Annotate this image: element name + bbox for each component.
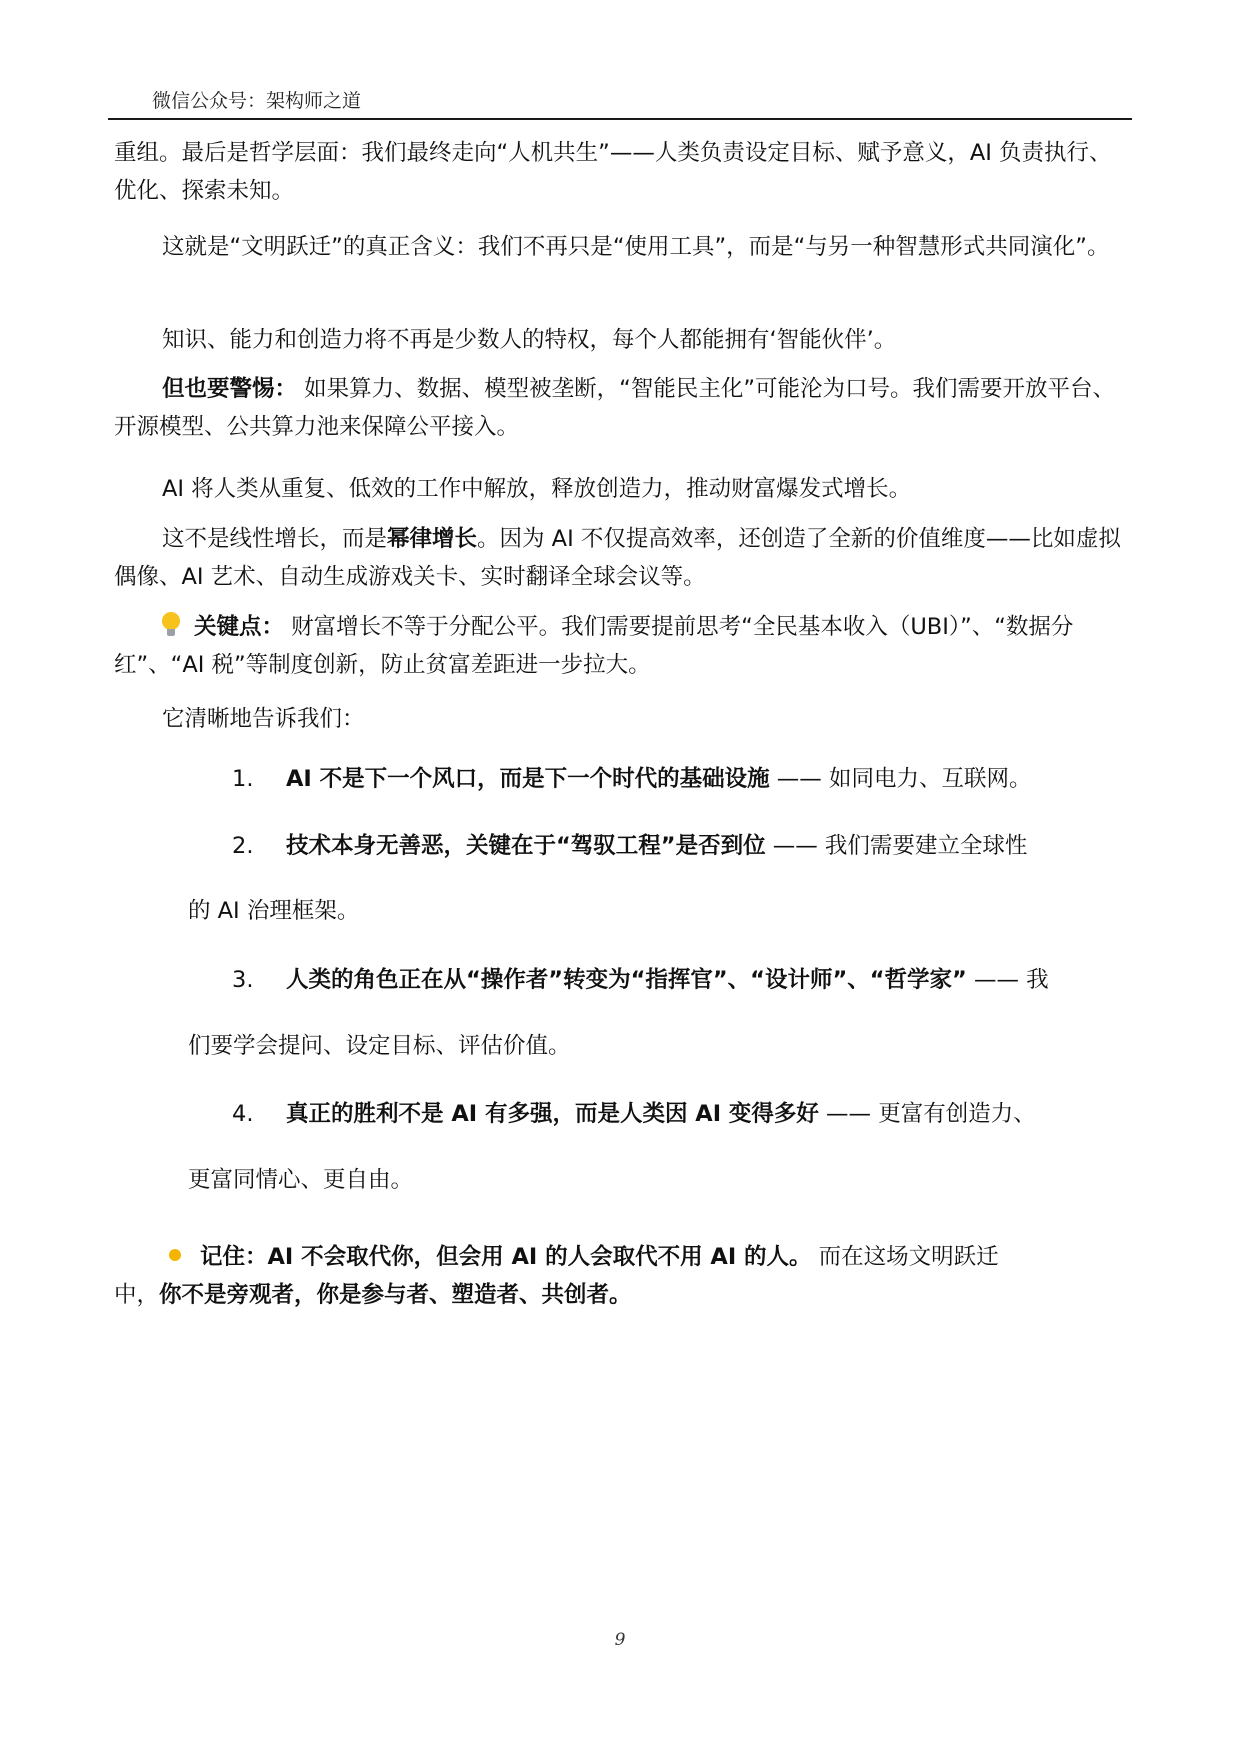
- list-item-bold: AI 不是下一个风口，而是下一个时代的基础设施: [286, 766, 770, 792]
- paragraph-2: [114, 228, 1130, 266]
- closing-text-a: 而在这场文明跃迁: [811, 1244, 999, 1270]
- paragraph-8: [114, 700, 1130, 738]
- list-item: [232, 963, 1049, 997]
- power-law-emphasis: 幂律增长: [387, 526, 478, 552]
- list-number: 1.: [232, 766, 254, 792]
- list-item-text: 如同电力、互联网。: [828, 766, 1032, 792]
- list-item: [232, 829, 1027, 863]
- list-item-dash: ——: [769, 766, 829, 792]
- sun-icon: [162, 1242, 188, 1268]
- paragraph-6-text-a: 这不是线性增长，而是: [162, 526, 388, 552]
- list-item: [232, 1097, 1036, 1131]
- paragraph-4-text: 如果算力、数据、模型被垄断，“智能民主化”可能沦为口号。我们需要开放平台、开源模型、公共算力池来保障公平接入。: [114, 376, 1115, 440]
- paragraph-4: [114, 370, 1130, 446]
- list-item-continuation: 们要学会提问、设定目标、评估价值。: [188, 1033, 571, 1059]
- list-number: 3.: [232, 967, 254, 993]
- paragraph-3-text: 知识、能力和创造力将不再是少数人的特权，每个人都能拥有‘智能伙伴’。: [162, 327, 897, 353]
- key-point-label: 关键点：: [194, 614, 285, 640]
- list-item-bold: 真正的胜利不是 AI 有多强，而是人类因 AI 变得多好: [286, 1101, 819, 1127]
- list-item-continuation: 更富同情心、更自由。: [188, 1167, 414, 1193]
- list-item-text: 更富有创造力、: [878, 1101, 1036, 1127]
- closing-bold-a: 记住：AI 不会取代你，但会用 AI 的人会取代不用 AI 的人。: [200, 1244, 812, 1270]
- closing-text-b: 中，: [114, 1282, 160, 1308]
- list-item: [232, 762, 1031, 796]
- list-item-continuation: 的 AI 治理框架。: [188, 898, 360, 924]
- list-item-dash: ——: [818, 1101, 879, 1127]
- list-item-bold: 人类的角色正在从“操作者”转变为“指挥官”、“设计师”、“哲学家”: [286, 967, 967, 993]
- paragraph-1-text: 重组。最后是哲学层面：我们最终走向“人机共生”——人类负责设定目标、赋予意义，AI 负责执行、优化、探索未知。: [114, 140, 1112, 204]
- list-number: 4.: [232, 1101, 254, 1127]
- paragraph-7: [114, 608, 1130, 684]
- paragraph-1: [114, 134, 1130, 210]
- paragraph-7-text: 财富增长不等于分配公平。我们需要提前思考“全民基本收入（UBI）”、“数据分红”、“AI 税”等制度创新，防止贫富差距进一步拉大。: [114, 614, 1074, 678]
- list-item-text: 我们需要建立全球性: [824, 833, 1028, 859]
- list-item-bold: 技术本身无善恶，关键在于“驾驭工程”是否到位: [286, 833, 766, 859]
- paragraph-2-text: 这就是“文明跃迁”的真正含义：我们不再只是“使用工具”，而是“与另一种智慧形式共同演化”。: [162, 234, 1110, 260]
- paragraph-6-text-b: 。因为 AI 不仅提高效率，还创造了全新的价值维度——比如虚拟偶像、AI 艺术、自动生成游戏关卡、实时翻译全球会议等。: [114, 526, 1121, 590]
- page-number: 9: [614, 1630, 626, 1650]
- closing-bold-b: 你不是旁观者，你是参与者、塑造者、共创者。: [159, 1282, 632, 1308]
- list-number: 2.: [232, 833, 254, 859]
- list-item-dash: ——: [765, 833, 825, 859]
- list-item-dash: ——: [966, 967, 1027, 993]
- paragraph-3: [114, 321, 1130, 359]
- paragraph-5-text: AI 将人类从重复、低效的工作中解放，释放创造力，推动财富爆发式增长。: [162, 476, 912, 502]
- warning-label: 但也要警惕：: [162, 376, 298, 402]
- lightbulb-icon: [162, 612, 180, 638]
- paragraph-5: [114, 470, 1130, 508]
- header-divider: [108, 118, 1132, 120]
- closing-paragraph: [114, 1238, 1130, 1314]
- paragraph-8-text: 它清晰地告诉我们：: [162, 706, 365, 732]
- list-item-text: 我: [1026, 967, 1049, 993]
- header-title: 微信公众号：架构师之道: [152, 90, 362, 112]
- paragraph-6: [114, 520, 1130, 596]
